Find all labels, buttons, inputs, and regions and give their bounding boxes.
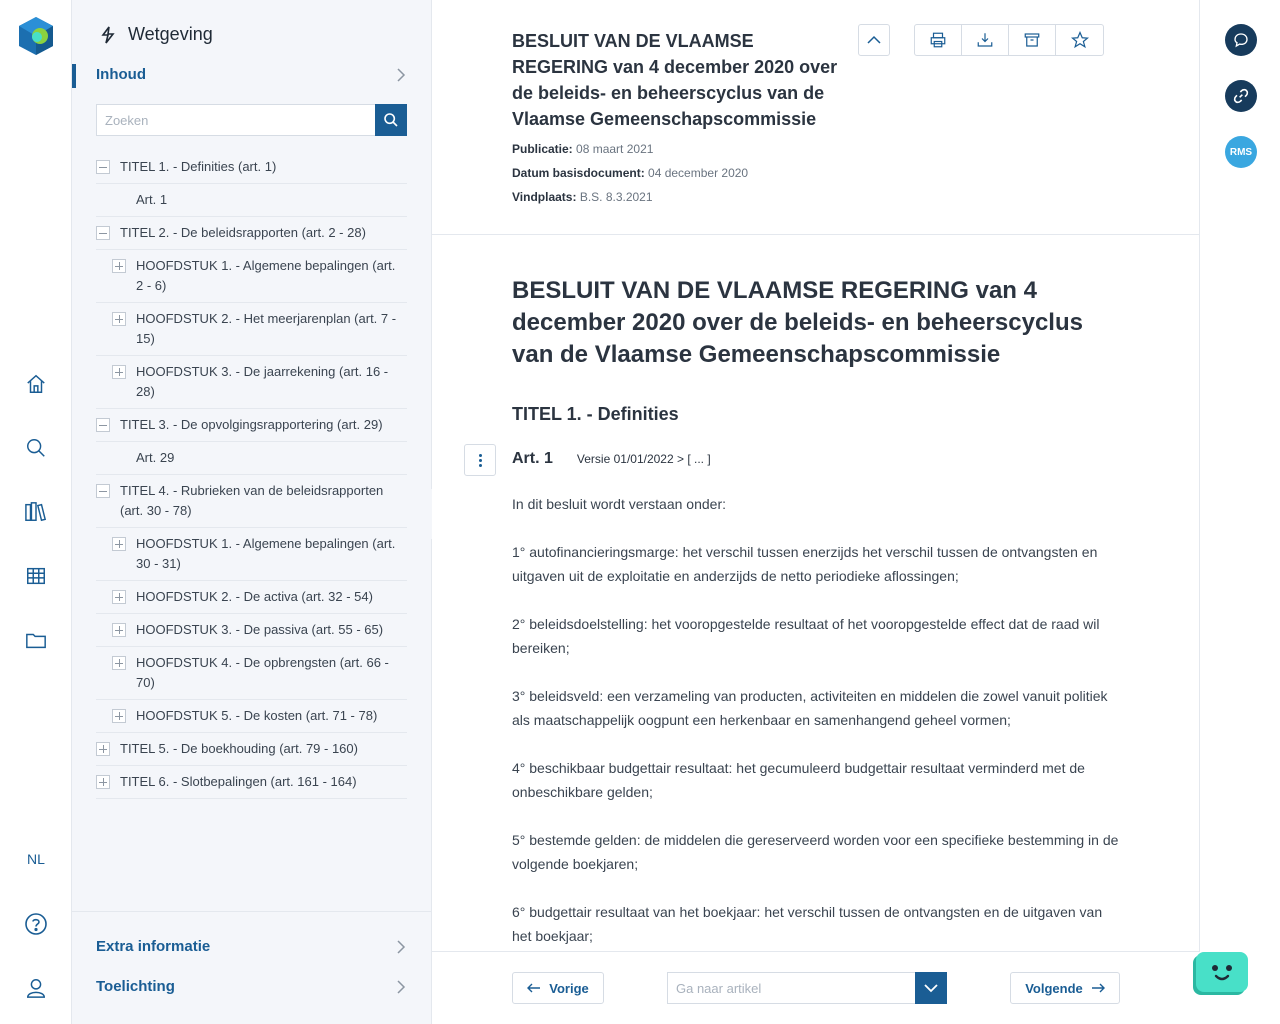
meta-datum — [512, 164, 842, 182]
icon-rail — [0, 0, 72, 1024]
comments-button[interactable] — [1225, 24, 1257, 56]
article-paragraph: 3° beleidsveld: een verzameling van producten, activiteiten en middelen die zowel vanuit politiek als maatschappelijk oogpunt een herkenbaar en samenhangend geheel vormen; — [512, 688, 1108, 728]
toc-item[interactable] — [96, 356, 407, 409]
meta-value: 08 maart 2021 — [576, 142, 654, 156]
meta-vindplaats — [512, 188, 842, 206]
article-heading — [512, 450, 711, 468]
toc-item-label: HOOFDSTUK 3. - De passiva (art. 55 - 65) — [136, 622, 384, 637]
toc-header — [100, 24, 213, 45]
toc-item-label: TITEL 5. - De boekhouding (art. 79 - 160) — [120, 741, 358, 756]
next-button[interactable] — [1010, 972, 1120, 1004]
folder-icon[interactable] — [22, 626, 50, 654]
download-button[interactable] — [962, 25, 1009, 55]
article-menu-button[interactable] — [464, 444, 496, 476]
toc-item[interactable] — [96, 250, 407, 303]
toelichting-link[interactable] — [96, 978, 406, 995]
chevron-down-icon — [924, 983, 938, 993]
expand-icon[interactable] — [96, 775, 110, 789]
expand-icon[interactable] — [112, 623, 126, 637]
toc-item[interactable] — [96, 700, 407, 733]
goto-article — [667, 972, 947, 1004]
document-title — [512, 275, 1122, 371]
toc-search — [96, 104, 407, 136]
next-label: Volgende — [1025, 980, 1083, 996]
chevron-right-icon — [396, 67, 406, 83]
expand-icon[interactable] — [112, 590, 126, 604]
goto-article-input[interactable] — [667, 972, 915, 1004]
app-logo-icon[interactable] — [16, 16, 56, 56]
paragraph-icon — [100, 26, 116, 44]
link-icon — [1233, 88, 1249, 104]
article-paragraph: In dit besluit wordt verstaan onder: — [512, 496, 727, 512]
collapse-icon[interactable] — [96, 418, 110, 432]
toc-footer-divider — [72, 911, 432, 912]
document-header — [512, 28, 842, 206]
meta-value: 04 december 2020 — [648, 166, 749, 180]
main-content — [432, 0, 1200, 1024]
star-icon — [1071, 31, 1089, 49]
toc-item-label: HOOFDSTUK 1. - Algemene bepalingen (art. 2 - 6) — [136, 258, 396, 293]
expand-icon[interactable] — [96, 742, 110, 756]
home-icon[interactable] — [22, 370, 50, 398]
document-toolbar — [914, 24, 1104, 56]
kebab-dot — [479, 459, 482, 462]
collapse-icon[interactable] — [96, 484, 110, 498]
header-divider — [432, 234, 1200, 235]
expand-icon[interactable] — [112, 312, 126, 326]
toc-item[interactable] — [96, 184, 407, 217]
article-paragraph: 5° bestemde gelden: de middelen die gereserveerd worden voor een specifieke bestemming in de volgende boekjaren; — [512, 832, 1119, 872]
article-paragraph: 6° budgettair resultaat van het boekjaar: het verschil tussen de ontvangsten en de uitgaven van het boekjaar; — [512, 904, 1103, 944]
inhoud-section[interactable] — [96, 66, 406, 83]
document-header-title: BESLUIT VAN DE VLAAMSE REGERING van 4 december 2020 over de beleids- en beheerscyclus van de Vlaamse Gemeenschapscommissie — [512, 31, 838, 129]
archive-button[interactable] — [1009, 25, 1056, 55]
meta-label: Publicatie: — [512, 142, 573, 156]
toc-item-label: HOOFDSTUK 3. - De jaarrekening (art. 16 - 28) — [136, 364, 389, 399]
library-icon[interactable] — [22, 498, 50, 526]
toc-item-label: HOOFDSTUK 2. - De activa (art. 32 - 54) — [136, 589, 373, 604]
meta-label: Datum basisdocument: — [512, 166, 645, 180]
toc-item[interactable] — [96, 409, 407, 442]
meta-label: Vindplaats: — [512, 190, 577, 204]
toc-search-button[interactable] — [375, 104, 407, 136]
toc-panel — [72, 0, 432, 1024]
link-button[interactable] — [1225, 80, 1257, 112]
expand-icon[interactable] — [112, 656, 126, 670]
expand-icon[interactable] — [112, 365, 126, 379]
chatbot-button[interactable] — [1196, 952, 1248, 992]
toc-item-label: TITEL 4. - Rubrieken van de beleidsrapporten (art. 30 - 78) — [120, 483, 384, 518]
toc-item-label: TITEL 1. - Definities (art. 1) — [120, 159, 277, 174]
expand-icon[interactable] — [112, 259, 126, 273]
expand-icon[interactable] — [112, 537, 126, 551]
arrow-right-icon — [1091, 983, 1105, 993]
meta-publicatie — [512, 140, 842, 158]
toc-item-label: HOOFDSTUK 2. - Het meerjarenplan (art. 7 - 15) — [136, 311, 397, 346]
print-icon — [929, 31, 947, 49]
toc-item[interactable] — [96, 647, 407, 700]
toc-item-label: HOOFDSTUK 4. - De opbrengsten (art. 66 - 70) — [136, 655, 389, 690]
download-icon — [976, 31, 994, 49]
active-indicator — [72, 64, 76, 88]
toc-item[interactable] — [96, 217, 407, 250]
chevron-right-icon — [396, 939, 406, 955]
previous-button[interactable] — [512, 972, 604, 1004]
toc-item-label: TITEL 3. - De opvolgingsrapportering (art. 29) — [120, 417, 383, 432]
toc-title: Wetgeving — [128, 24, 213, 44]
toc-item-label: Art. 1 — [136, 192, 168, 207]
article-paragraph: 1° autofinancieringsmarge: het verschil tussen enerzijds het verschil tussen de ontvangsten en uitgaven uit de exploitatie en anderzijds de netto periodieke aflossingen; — [512, 544, 1098, 584]
article-navigation — [432, 951, 1200, 1024]
toc-item[interactable] — [96, 766, 407, 799]
bot-face-icon — [1196, 952, 1248, 992]
article-paragraph: 4° beschikbaar budgettair resultaat: het gecumuleerd budgettair resultaat verminderd met de onbeschikbare gelden; — [512, 760, 1085, 800]
toc-item[interactable] — [96, 733, 407, 766]
kebab-dot — [479, 454, 482, 457]
toc-item[interactable] — [96, 151, 407, 184]
chevron-up-icon — [867, 35, 881, 45]
toc-item-label: HOOFDSTUK 1. - Algemene bepalingen (art. 30 - 31) — [136, 536, 396, 571]
print-button[interactable] — [915, 25, 962, 55]
kebab-dot — [479, 464, 482, 467]
arrow-left-icon — [527, 983, 541, 993]
chat-icon — [1233, 32, 1249, 48]
right-rail — [1201, 0, 1280, 1024]
toc-item[interactable] — [96, 303, 407, 356]
search-icon — [383, 112, 399, 128]
document-title-bold: BESLUIT VAN DE VLAAMSE REGERING — [512, 277, 969, 304]
collapse-icon[interactable] — [96, 160, 110, 174]
previous-label: Vorige — [549, 980, 589, 996]
article-label: Art. 1 — [512, 450, 553, 467]
titel-heading: TITEL 1. - Definities — [512, 404, 679, 424]
toc-item[interactable] — [96, 528, 407, 581]
meta-value: B.S. 8.3.2021 — [579, 190, 653, 204]
toc-item[interactable] — [96, 614, 407, 647]
user-icon[interactable] — [22, 974, 50, 1002]
language-switch[interactable]: NL — [27, 851, 45, 867]
article-version[interactable]: Versie 01/01/2022 > [ ... ] — [576, 452, 711, 466]
archive-icon — [1023, 31, 1041, 49]
toelichting-label: Toelichting — [96, 978, 175, 995]
article-body — [512, 492, 1124, 947]
goto-article-dropdown[interactable] — [915, 972, 947, 1004]
toc-tree — [96, 151, 407, 799]
toc-item[interactable] — [96, 442, 407, 475]
scroll-up-button[interactable] — [858, 24, 890, 56]
favorite-button[interactable] — [1056, 25, 1103, 55]
toc-item[interactable] — [96, 581, 407, 614]
toc-item-label: Art. 29 — [136, 450, 175, 465]
toc-item[interactable] — [96, 475, 407, 528]
help-icon[interactable] — [22, 910, 50, 938]
search-icon[interactable] — [22, 434, 50, 462]
extra-info-label: Extra informatie — [96, 938, 211, 955]
table-icon[interactable] — [22, 562, 50, 590]
rms-button[interactable]: RMS — [1225, 136, 1257, 168]
toc-search-input[interactable] — [96, 104, 375, 136]
chevron-right-icon — [396, 979, 406, 995]
article-paragraph: 2° beleidsdoelstelling: het vooropgestelde resultaat of het vooropgestelde effect dat de raad wil bereiken; — [512, 616, 1100, 656]
collapse-icon[interactable] — [96, 226, 110, 240]
document-title-rest: van 4 december 2020 over de beleids- en beheerscyclus van de Vlaamse Gemeenschapscommissie — [512, 277, 1083, 368]
toc-item-label: TITEL 2. - De beleidsrapporten (art. 2 - 28) — [120, 225, 366, 240]
toc-item-label: TITEL 6. - Slotbepalingen (art. 161 - 164) — [120, 774, 357, 789]
extra-info-link[interactable] — [96, 938, 406, 955]
toc-item-label: HOOFDSTUK 5. - De kosten (art. 71 - 78) — [136, 708, 378, 723]
inhoud-label: Inhoud — [96, 66, 146, 83]
expand-icon[interactable] — [112, 709, 126, 723]
